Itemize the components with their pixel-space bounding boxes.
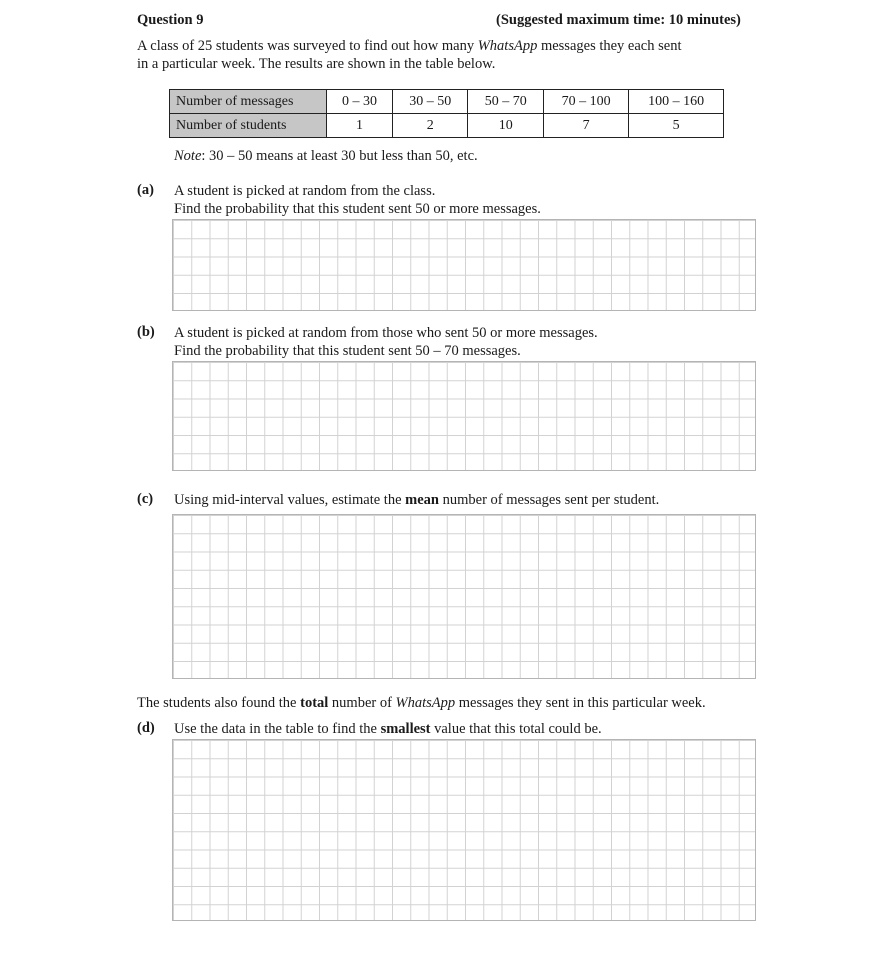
part-c-label: (c): [137, 491, 154, 507]
frequency-table: [169, 89, 724, 138]
part-c-text-a: Using mid-interval values, estimate the: [174, 492, 406, 508]
d-intro-text: The students also found the: [137, 695, 301, 711]
table-cell: 10: [468, 114, 544, 138]
row-header-messages: Number of messages: [170, 90, 327, 114]
table-cell: 70 – 100: [544, 90, 629, 114]
part-b-label: (b): [137, 324, 155, 340]
app-name: WhatsApp: [477, 38, 538, 54]
d-intro-text: number of: [328, 695, 396, 711]
table-cell: 100 – 160: [629, 90, 724, 114]
app-name: WhatsApp: [395, 695, 456, 711]
part-a-line-1: A student is picked at random from the class.: [174, 183, 436, 199]
part-b-line-1: A student is picked at random from those who sent 50 or more messages.: [174, 325, 598, 341]
table-row: [170, 90, 724, 114]
answer-grid-c[interactable]: [172, 514, 756, 679]
answer-grid-d[interactable]: [172, 739, 756, 921]
table-row: [170, 114, 724, 138]
table-cell: 2: [392, 114, 468, 138]
intro-line-2: in a particular week. The results are shown in the table below.: [137, 56, 496, 72]
part-d-emphasis: smallest: [380, 721, 431, 737]
answer-grid-a[interactable]: [172, 219, 756, 311]
intro-text: A class of 25 students was surveyed to find out how many: [137, 38, 478, 54]
part-c-emphasis: mean: [405, 492, 439, 508]
note-text: : 30 – 50 means at least 30 but less than 50, etc.: [201, 148, 478, 164]
table-cell: 50 – 70: [468, 90, 544, 114]
question-title: Question 9: [137, 12, 204, 28]
part-c-text: [174, 491, 659, 509]
intro-text: messages they each sent: [537, 38, 682, 54]
row-header-students: Number of students: [170, 114, 327, 138]
suggested-time: (Suggested maximum time: 10 minutes): [496, 12, 741, 28]
part-a-label: (a): [137, 182, 154, 198]
table-cell: 30 – 50: [392, 90, 468, 114]
part-d-text-a: Use the data in the table to find the: [174, 721, 381, 737]
part-a-line-2: Find the probability that this student sent 50 or more messages.: [174, 201, 541, 217]
table-cell: 1: [327, 114, 393, 138]
part-d-text: [174, 720, 602, 738]
part-d-label: (d): [137, 720, 155, 736]
part-b-line-2: Find the probability that this student sent 50 – 70 messages.: [174, 343, 521, 359]
intro-line-1: [137, 37, 681, 55]
d-intro-emphasis: total: [300, 695, 329, 711]
part-d-intro: [137, 694, 706, 712]
part-d-text-b: value that this total could be.: [430, 721, 602, 737]
table-cell: 0 – 30: [327, 90, 393, 114]
table-note: [174, 147, 478, 165]
table-cell: 5: [629, 114, 724, 138]
part-c-text-b: number of messages sent per student.: [438, 492, 660, 508]
note-label: Note: [174, 148, 202, 164]
answer-grid-b[interactable]: [172, 361, 756, 471]
d-intro-text: messages they sent in this particular week.: [455, 695, 706, 711]
table-cell: 7: [544, 114, 629, 138]
